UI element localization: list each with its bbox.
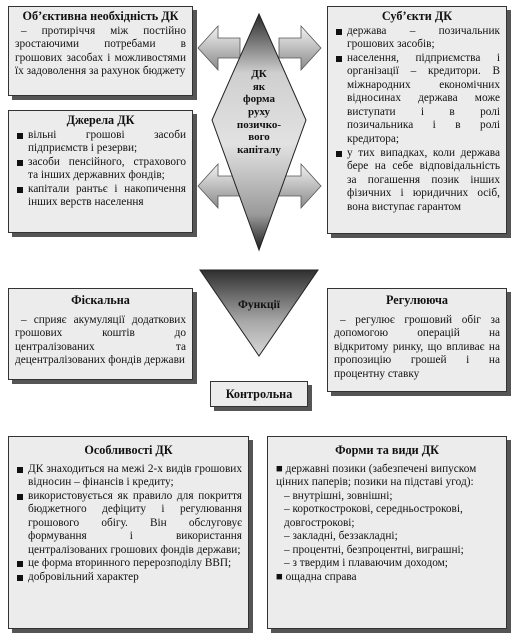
- functions-label: Функції: [238, 299, 280, 311]
- list-item: ■ ощадна справа: [276, 571, 357, 584]
- sources-list: [9, 129, 192, 210]
- subjects-list: [328, 25, 506, 215]
- necessity-title: Об’єктивна необхідність ДК: [22, 9, 179, 23]
- features-box: [8, 436, 249, 629]
- regulating-box: [327, 288, 507, 392]
- center-line: руху: [247, 105, 271, 118]
- subjects-box: [327, 6, 507, 234]
- center-line: як: [252, 80, 266, 93]
- fiscal-text: – сприяє акумуляції додаткових грошових коштів до централізованих та децентралізованих фондів держави: [15, 313, 186, 367]
- regulating-text: – регулює грошовий обіг за допомогою операцій на відкритому ринку, що впливає на пропозицію грошей і на процентну ставку: [334, 313, 500, 380]
- list-item: – внутрішні, зовнішні;: [284, 489, 393, 502]
- list-item: – короткострокові, середньострокові, довгострокові;: [284, 503, 463, 529]
- fiscal-title: Фіскальна: [71, 293, 130, 307]
- features-list: [9, 463, 248, 585]
- sources-box: [8, 110, 193, 233]
- subjects-title: Суб’єкти ДК: [381, 9, 453, 23]
- list-item: у тих випадках, коли держава бере на себе відповідальність за погашення позик інших фізичних і юридичних осіб, вона виступає гарантом: [336, 147, 500, 215]
- center-line: форма: [243, 93, 275, 106]
- regulating-title: Регулююча: [386, 293, 448, 307]
- forms-title: Форми та види ДК: [335, 443, 439, 457]
- forms-box: [267, 436, 507, 629]
- list-item: держава – позичальник грошових засобів;: [336, 25, 500, 52]
- list-item: засоби пенсійного, страхового та інших державних фондів;: [17, 156, 186, 183]
- arrow-right-top-icon: [279, 26, 321, 70]
- center-line: ДК: [251, 68, 267, 80]
- control-title: Контрольна: [225, 387, 293, 401]
- list-item: капітали рантьє і накопичення інших верств населення: [17, 183, 186, 210]
- list-item: ДК знаходиться на межі 2-х видів грошових відносин – фінансів і кредиту;: [17, 463, 242, 490]
- sources-title: Джерела ДК: [66, 113, 135, 127]
- fiscal-box: [8, 288, 193, 380]
- list-item: це форма вторинного перерозподілу ВВП;: [17, 557, 242, 571]
- functions-triangle: [200, 270, 318, 356]
- list-item: вільні грошові засоби підприємств і резерви;: [17, 129, 186, 156]
- necessity-box: [8, 6, 193, 96]
- list-item: – процентні, безпроцентні, виграшні;: [284, 543, 464, 556]
- control-box: [210, 381, 308, 407]
- necessity-text: – протиріччя між постійно зростаючими потребами в грошових засобах і можливостями їх задоволення за рахунок бюджету: [15, 24, 186, 78]
- forms-list: [268, 463, 506, 585]
- center-line: капіталу: [237, 143, 281, 156]
- list-item: – з твердим і плаваючим доходом;: [284, 557, 448, 570]
- list-item: – закладні, беззакладні;: [284, 530, 398, 543]
- center-label: [222, 68, 296, 156]
- list-item: добровільний характер: [17, 571, 242, 585]
- features-title: Особливості ДК: [84, 443, 173, 457]
- list-item: використовується як правило для покриття бюджетного дефіциту і регулювання грошового обігу. Він обслуговує формування і використання централізованих грошових фондів держави;: [17, 490, 242, 558]
- center-line: вого: [248, 131, 270, 144]
- arrow-left-top-icon: [198, 26, 240, 70]
- list-item: населення, підприємства і організації – кредитори. В міжнародних економічних відносинах держава може виступати і в ролі позичальника і в ролі кредитора;: [336, 52, 500, 147]
- list-item: ■ державні позики (забезпечені випуском цінних паперів; позики на підставі угод):: [276, 462, 477, 489]
- center-line: позичко-: [236, 118, 282, 131]
